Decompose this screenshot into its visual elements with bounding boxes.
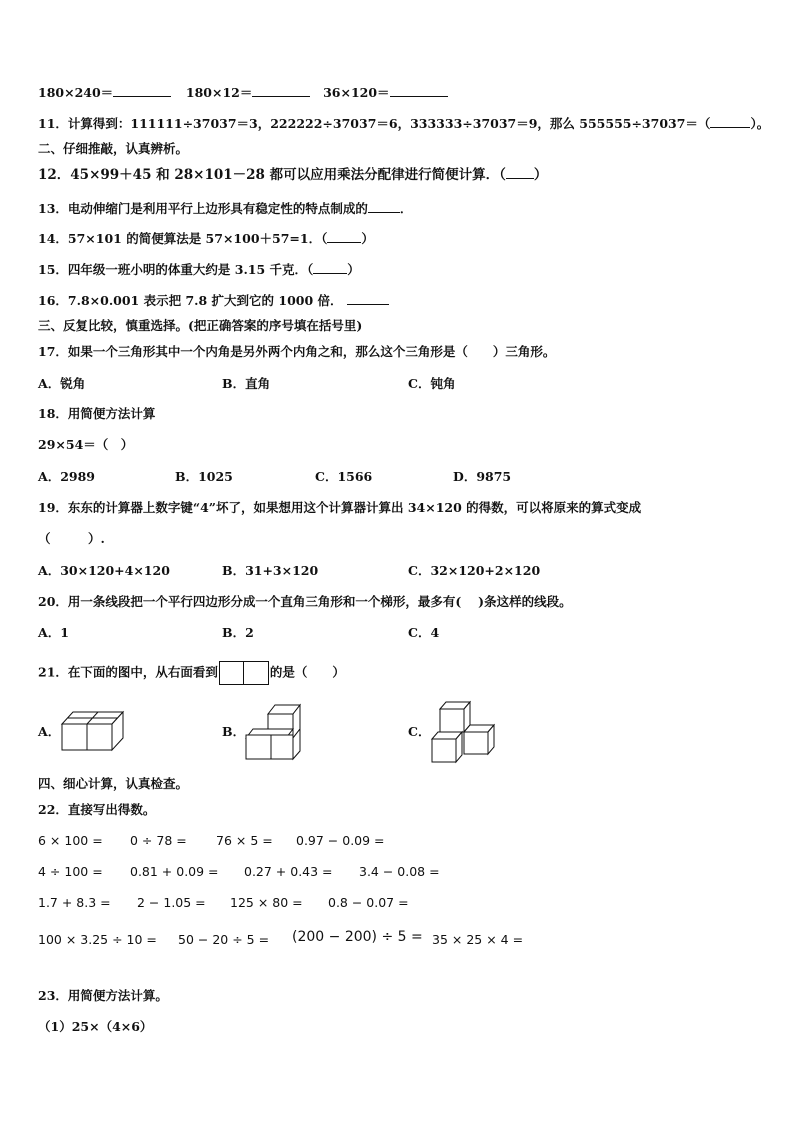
answer-blank[interactable] xyxy=(252,84,310,97)
calc-item[interactable]: 4 ÷ 100 = xyxy=(38,864,103,879)
calc-item[interactable]: 6 × 100 = xyxy=(38,833,103,848)
question-21 xyxy=(38,661,345,685)
option-a[interactable]: A． xyxy=(38,724,61,739)
calc-item[interactable]: 1.7 + 8.3 = xyxy=(38,895,111,910)
section-2-heading: 二、仔细推敲，认真辨析。 xyxy=(38,141,189,156)
question-19-paren: （ ）. xyxy=(38,531,105,546)
question-text: 15．四年级一班小明的体重大约是 3.15 千克．（ xyxy=(38,262,314,277)
calc-item[interactable]: 35 × 25 × 4 = xyxy=(432,932,524,947)
question-17: 17．如果一个三角形其中一个内角是另外两个内角之和，那么这个三角形是（ ）三角形。 xyxy=(38,344,556,359)
answer-blank[interactable] xyxy=(113,84,171,97)
option-a[interactable]: A．30×120+4×120 xyxy=(38,563,170,578)
question-22: 22．直接写出得数。 xyxy=(38,802,156,817)
question-18-expression: 29×54＝（ ） xyxy=(38,437,134,452)
option-c[interactable]: C．32×120+2×120 xyxy=(408,563,541,578)
answer-blank[interactable] xyxy=(368,200,400,213)
question-text: 13．电动伸缩门是利用平行上边形具有稳定性的特点制成的 xyxy=(38,201,368,216)
option-b[interactable]: B． xyxy=(222,724,246,739)
fill-in-line xyxy=(38,84,448,101)
answer-blank[interactable] xyxy=(347,292,389,305)
calc-item[interactable]: 76 × 5 = xyxy=(216,833,273,848)
option-a[interactable]: A．1 xyxy=(38,625,69,640)
section-3-heading: 三、反复比较，慎重选择。(把正确答案的序号填在括号里) xyxy=(38,318,363,333)
question-20: 20．用一条线段把一个平行四边形分成一个直角三角形和一个梯形，最多有( )条这样的线段。 xyxy=(38,594,572,609)
question-text-tail: ） xyxy=(361,231,374,246)
question-text-tail: ． xyxy=(399,201,413,216)
option-c[interactable]: C． xyxy=(408,724,431,739)
question-text-tail: 的是（ ） xyxy=(269,664,345,680)
option-c[interactable]: C．1566 xyxy=(315,469,373,484)
question-14 xyxy=(38,230,374,247)
question-23: 23．用简便方法计算。 xyxy=(38,988,168,1003)
option-b[interactable]: B．1025 xyxy=(175,469,233,484)
question-text: 21．在下面的图中，从右面看到 xyxy=(38,664,218,680)
calc-item[interactable]: 3.4 − 0.08 = xyxy=(359,864,440,879)
cube-figure-a xyxy=(60,708,128,753)
option-c[interactable]: C．4 xyxy=(408,625,440,640)
question-16 xyxy=(38,292,389,309)
option-a[interactable]: A．2989 xyxy=(38,469,95,484)
option-d[interactable]: D．9875 xyxy=(453,469,512,484)
calc-item[interactable]: 50 − 20 ÷ 5 = xyxy=(178,932,270,947)
cube-figure-b xyxy=(244,701,304,761)
answer-blank[interactable] xyxy=(390,84,448,97)
question-text: 11．计算得到：111111÷37037＝3，222222÷37037＝6，333333÷37037＝9，那么 555555÷37037＝（ xyxy=(38,116,711,131)
question-text-tail: ） xyxy=(533,167,548,183)
option-c[interactable]: C．钝角 xyxy=(408,376,456,391)
expr-b: 180×12＝ xyxy=(185,85,253,100)
calc-item[interactable]: 0.97 − 0.09 = xyxy=(296,833,385,848)
expr-c: 36×120＝ xyxy=(323,85,390,100)
calc-item[interactable]: 0.8 − 0.07 = xyxy=(328,895,409,910)
answer-blank[interactable] xyxy=(506,166,534,179)
question-text: 14．57×101 的简便算法是 57×100＋57=1．（ xyxy=(38,231,328,246)
calc-item[interactable]: 2 − 1.05 = xyxy=(137,895,206,910)
answer-blank[interactable] xyxy=(313,261,347,274)
question-text-tail: ） xyxy=(347,262,360,277)
question-23-part-1: （1）25×（4×6） xyxy=(38,1019,153,1034)
option-b[interactable]: B．2 xyxy=(222,625,254,640)
figure-divider xyxy=(243,662,244,684)
question-12 xyxy=(38,166,547,183)
calc-item[interactable]: 125 × 80 = xyxy=(230,895,303,910)
question-13 xyxy=(38,200,412,217)
question-text-tail: ）。 xyxy=(750,116,770,131)
expr-a: 180×240＝ xyxy=(38,85,114,100)
question-19: 19．东东的计算器上数字键“4”坏了，如果想用这个计算器计算出 34×120 的得数，可以将原来的算式变成 xyxy=(38,500,642,515)
option-b[interactable]: B．直角 xyxy=(222,376,271,391)
calc-item[interactable]: (200 − 200) ÷ 5 = xyxy=(292,929,423,945)
answer-blank[interactable] xyxy=(710,115,750,128)
calc-item[interactable]: 0.81 + 0.09 = xyxy=(130,864,219,879)
question-11 xyxy=(38,115,769,132)
right-view-figure xyxy=(219,661,269,685)
calc-item[interactable]: 0.27 + 0.43 = xyxy=(244,864,333,879)
answer-blank[interactable] xyxy=(327,230,361,243)
option-a[interactable]: A．锐角 xyxy=(38,376,86,391)
question-18: 18．用简便方法计算 xyxy=(38,406,156,421)
question-text: 12．45×99＋45 和 28×101－28 都可以应用乘法分配律进行简便计算．（ xyxy=(38,167,506,183)
question-15 xyxy=(38,261,360,278)
calc-item[interactable]: 0 ÷ 78 = xyxy=(130,833,187,848)
question-text: 16．7.8×0.001 表示把 7.8 扩大到它的 1000 倍． xyxy=(38,293,343,308)
calc-item[interactable]: 100 × 3.25 ÷ 10 = xyxy=(38,932,157,947)
option-b[interactable]: B．31+3×120 xyxy=(222,563,319,578)
cube-figure-c xyxy=(430,699,498,765)
section-4-heading: 四、细心计算，认真检查。 xyxy=(38,776,189,791)
